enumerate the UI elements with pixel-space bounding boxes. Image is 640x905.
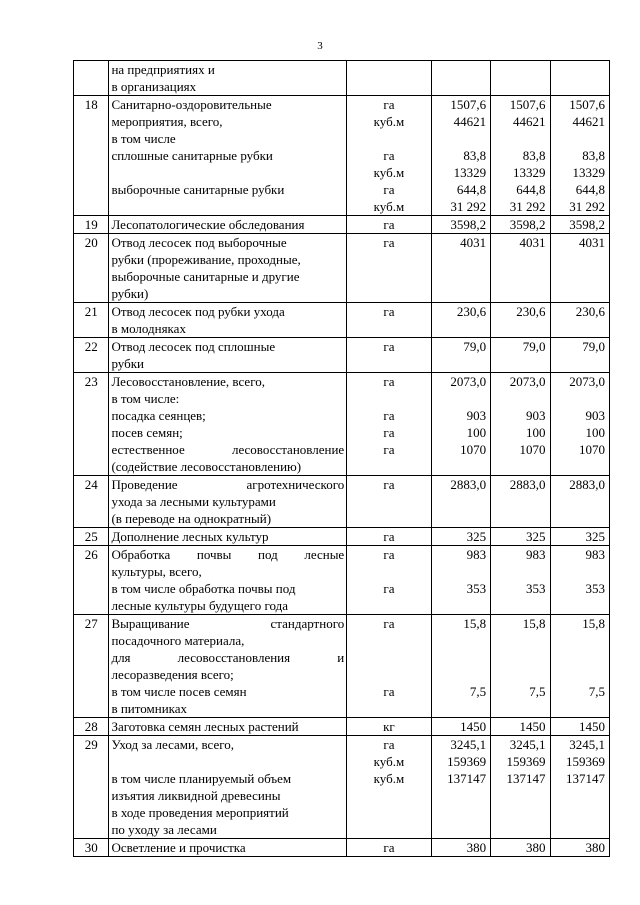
row-number: 25 — [74, 528, 109, 546]
row-number: 23 — [74, 373, 109, 476]
plan-value: 3245,1 — [509, 737, 546, 752]
activity-name — [109, 234, 347, 303]
activity-name-line: естественное лесовосстановление — [111, 442, 345, 457]
activity-name — [109, 546, 347, 615]
activity-name-line — [111, 198, 344, 215]
unit-cell — [347, 303, 431, 338]
value-year-2 — [491, 736, 550, 839]
plan-value: 31 292 — [509, 199, 546, 214]
value-year-2 — [491, 476, 550, 528]
plan-value: 44621 — [513, 114, 546, 129]
value-year-2 — [491, 216, 550, 234]
plan-value: 79,0 — [582, 339, 605, 354]
activity-name — [109, 216, 347, 234]
activity-name — [109, 61, 347, 96]
unit-value: га — [383, 442, 395, 457]
row-number: 28 — [74, 718, 109, 736]
plan-value: 7,5 — [588, 684, 605, 699]
plan-value: 3598,2 — [450, 217, 487, 232]
activity-name-line: Проведение агротехнического — [111, 477, 345, 492]
activity-name-line: для лесовосстановления и — [111, 650, 345, 665]
unit-value: га — [383, 477, 395, 492]
page-number: 3 — [317, 40, 323, 52]
table-row — [74, 303, 610, 338]
plan-value: 4031 — [460, 235, 487, 250]
value-year-1 — [431, 338, 490, 373]
row-number: 19 — [74, 216, 109, 234]
unit-cell — [347, 615, 431, 718]
value-year-1 — [431, 839, 490, 857]
unit-value: кг — [383, 719, 395, 734]
activity-name-line: культуры, всего, — [111, 564, 202, 579]
plan-value: 644,8 — [516, 182, 546, 197]
plan-value: 3245,1 — [569, 737, 605, 752]
unit-cell — [347, 476, 431, 528]
activity-name-line: в питомниках — [111, 701, 188, 716]
plan-value — [493, 666, 545, 683]
unit-value — [349, 390, 428, 407]
activity-name-line: мероприятия, всего, — [111, 114, 223, 129]
plan-value: 159369 — [447, 754, 487, 769]
plan-value: 4031 — [579, 235, 605, 250]
unit-value: куб.м — [373, 114, 405, 129]
row-number: 18 — [74, 96, 109, 216]
forestry-plan-table — [73, 60, 610, 857]
unit-value: га — [383, 529, 395, 544]
value-year-1 — [431, 718, 490, 736]
plan-value: 100 — [585, 425, 605, 440]
activity-name-line: по уходу за лесами — [111, 822, 217, 837]
plan-value: 353 — [585, 581, 605, 596]
plan-value: 2073,0 — [509, 374, 546, 389]
table-row — [74, 373, 610, 476]
activity-name-line: Обработка почвы под лесные — [111, 547, 345, 562]
value-year-3 — [550, 839, 609, 857]
plan-value: 100 — [526, 425, 546, 440]
row-number: 24 — [74, 476, 109, 528]
unit-value: куб.м — [373, 771, 405, 786]
activity-name-line: Выращивание стандартного — [111, 616, 345, 631]
row-number: 29 — [74, 736, 109, 839]
plan-value: 31 292 — [569, 199, 605, 214]
table-row — [74, 528, 610, 546]
plan-value — [553, 563, 605, 580]
unit-value: га — [383, 304, 395, 319]
plan-value: 7,5 — [469, 684, 487, 699]
plan-value — [553, 130, 605, 147]
unit-value: га — [383, 374, 395, 389]
value-year-2 — [491, 61, 550, 96]
activity-name — [109, 373, 347, 476]
value-year-1 — [431, 303, 490, 338]
plan-value: 1450 — [519, 719, 546, 734]
plan-value: 2883,0 — [450, 477, 487, 492]
plan-value: 1070 — [460, 442, 487, 457]
activity-name-line: Уход за лесами, всего, — [111, 737, 234, 752]
plan-value: 380 — [466, 840, 487, 855]
activity-name-line: Отвод лесосек под выборочные — [111, 235, 287, 250]
plan-value: 79,0 — [463, 339, 487, 354]
plan-value: 137147 — [447, 771, 487, 786]
plan-value — [553, 649, 605, 666]
plan-value: 325 — [526, 529, 546, 544]
activity-name-line: выборочные санитарные рубки — [111, 182, 285, 197]
table-row — [74, 61, 610, 96]
value-year-3 — [550, 303, 609, 338]
plan-value — [434, 390, 486, 407]
plan-value: 1507,6 — [450, 97, 487, 112]
unit-value — [349, 666, 428, 683]
activity-name-line: Заготовка семян лесных растений — [111, 719, 299, 734]
value-year-1 — [431, 546, 490, 615]
plan-value: 83,8 — [522, 148, 546, 163]
unit-value — [349, 632, 428, 649]
plan-value: 1070 — [519, 442, 546, 457]
unit-value — [349, 130, 428, 147]
table-row — [74, 546, 610, 615]
plan-value: 79,0 — [522, 339, 546, 354]
unit-cell — [347, 216, 431, 234]
unit-cell — [347, 61, 431, 96]
activity-name — [109, 476, 347, 528]
plan-value: 380 — [585, 840, 605, 855]
unit-value: куб.м — [373, 754, 405, 769]
value-year-3 — [550, 234, 609, 303]
plan-value: 983 — [585, 547, 605, 562]
value-year-3 — [550, 476, 609, 528]
plan-value: 353 — [526, 581, 546, 596]
activity-name-line: в том числе планируемый объем — [111, 771, 292, 786]
plan-value: 13329 — [453, 165, 487, 180]
activity-name-line: в том числе обработка почвы под — [111, 581, 296, 596]
activity-name-line: лесные культуры будущего года — [111, 598, 288, 613]
table-row — [74, 839, 610, 857]
plan-value — [434, 666, 486, 683]
activity-name-line: Лесопатологические обследования — [111, 217, 305, 232]
plan-value: 380 — [526, 840, 546, 855]
activity-name-line: Лесовосстановление, всего, — [111, 374, 265, 389]
activity-name-line: рубки — [111, 356, 144, 371]
plan-value: 100 — [466, 425, 487, 440]
plan-value: 3598,2 — [509, 217, 546, 232]
plan-value: 44621 — [572, 114, 605, 129]
row-number: 21 — [74, 303, 109, 338]
unit-value: га — [383, 840, 395, 855]
unit-value: га — [383, 217, 395, 232]
value-year-3 — [550, 546, 609, 615]
plan-value — [493, 632, 545, 649]
plan-value: 644,8 — [456, 182, 487, 197]
value-year-3 — [550, 373, 609, 476]
row-number: 22 — [74, 338, 109, 373]
plan-value — [434, 563, 486, 580]
activity-name-line: в организациях — [111, 79, 197, 94]
plan-value: 903 — [466, 408, 487, 423]
table-row — [74, 338, 610, 373]
activity-name-line: изъятия ликвидной древесины — [111, 788, 281, 803]
plan-value — [493, 563, 545, 580]
plan-value: 2883,0 — [509, 477, 546, 492]
unit-value: га — [383, 148, 395, 163]
plan-value — [553, 666, 605, 683]
activity-name — [109, 96, 347, 216]
plan-value: 3598,2 — [569, 217, 605, 232]
plan-value: 15,8 — [463, 616, 487, 631]
unit-value: га — [383, 547, 395, 562]
unit-value — [349, 649, 428, 666]
plan-value: 903 — [526, 408, 546, 423]
value-year-2 — [491, 303, 550, 338]
plan-value: 15,8 — [582, 616, 605, 631]
value-year-1 — [431, 476, 490, 528]
value-year-1 — [431, 528, 490, 546]
activity-name — [109, 528, 347, 546]
plan-value: 1507,6 — [509, 97, 546, 112]
unit-value: га — [383, 425, 395, 440]
plan-value: 230,6 — [575, 304, 605, 319]
plan-value: 4031 — [519, 235, 546, 250]
value-year-3 — [550, 216, 609, 234]
unit-value: га — [383, 182, 395, 197]
activity-name — [109, 736, 347, 839]
unit-cell — [347, 718, 431, 736]
plan-value: 137147 — [566, 771, 605, 786]
table-row — [74, 234, 610, 303]
activity-name — [109, 839, 347, 857]
unit-cell — [347, 546, 431, 615]
unit-cell — [347, 373, 431, 476]
value-year-1 — [431, 96, 490, 216]
plan-value: 1070 — [579, 442, 605, 457]
plan-value: 159369 — [566, 754, 605, 769]
table-row — [74, 736, 610, 839]
activity-name-line: в ходе проведения мероприятий — [111, 805, 289, 820]
value-year-1 — [431, 373, 490, 476]
unit-value — [349, 563, 428, 580]
activity-name — [109, 338, 347, 373]
plan-value: 15,8 — [522, 616, 546, 631]
row-number — [74, 61, 109, 96]
row-number: 27 — [74, 615, 109, 718]
table-row — [74, 216, 610, 234]
activity-name-line: (в переводе на однократный) — [111, 511, 272, 526]
plan-value: 1450 — [460, 719, 487, 734]
value-year-1 — [431, 234, 490, 303]
table-row — [74, 615, 610, 718]
value-year-2 — [491, 546, 550, 615]
value-year-3 — [550, 96, 609, 216]
plan-value — [434, 649, 486, 666]
value-year-2 — [491, 373, 550, 476]
activity-name-line — [111, 753, 344, 770]
unit-cell — [347, 96, 431, 216]
unit-value: га — [383, 408, 395, 423]
unit-cell — [347, 234, 431, 303]
unit-value: куб.м — [373, 165, 405, 180]
row-number: 20 — [74, 234, 109, 303]
activity-name-line: посев семян; — [111, 425, 183, 440]
activity-name-line: (содействие лесовосстановлению) — [111, 459, 302, 474]
value-year-1 — [431, 736, 490, 839]
plan-value: 159369 — [506, 754, 546, 769]
plan-value: 137147 — [506, 771, 546, 786]
unit-value: га — [383, 737, 395, 752]
value-year-2 — [491, 528, 550, 546]
plan-value: 903 — [585, 408, 605, 423]
activity-name-line: Отвод лесосек под рубки ухода — [111, 304, 285, 319]
plan-value: 13329 — [572, 165, 605, 180]
plan-value: 2883,0 — [569, 477, 605, 492]
value-year-3 — [550, 528, 609, 546]
plan-value: 325 — [585, 529, 605, 544]
plan-value: 7,5 — [529, 684, 546, 699]
value-year-2 — [491, 338, 550, 373]
plan-value: 983 — [526, 547, 546, 562]
unit-value: куб.м — [373, 199, 405, 214]
table-row — [74, 476, 610, 528]
value-year-2 — [491, 718, 550, 736]
plan-value: 83,8 — [463, 148, 487, 163]
plan-value: 1507,6 — [569, 97, 605, 112]
unit-value: га — [383, 235, 395, 250]
plan-value — [434, 632, 486, 649]
activity-name-line: ухода за лесными культурами — [111, 494, 276, 509]
row-number: 30 — [74, 839, 109, 857]
value-year-1 — [431, 216, 490, 234]
unit-cell — [347, 338, 431, 373]
activity-name-line: посадка сеянцев; — [111, 408, 206, 423]
activity-name-line: рубки (прореживание, проходные, — [111, 252, 301, 267]
value-year-2 — [491, 96, 550, 216]
plan-value — [434, 130, 486, 147]
plan-value: 2073,0 — [450, 374, 487, 389]
plan-value: 3245,1 — [450, 737, 487, 752]
unit-cell — [347, 839, 431, 857]
activity-name-line: рубки) — [111, 286, 149, 301]
value-year-2 — [491, 615, 550, 718]
plan-value — [493, 390, 545, 407]
plan-value: 1450 — [579, 719, 605, 734]
table-body — [74, 61, 610, 857]
activity-name-line: на предприятиях и — [111, 62, 215, 77]
plan-value: 13329 — [513, 165, 546, 180]
plan-value — [553, 390, 605, 407]
value-year-2 — [491, 839, 550, 857]
activity-name-line: Отвод лесосек под сплошные — [111, 339, 276, 354]
activity-name-line: сплошные санитарные рубки — [111, 148, 273, 163]
activity-name — [109, 718, 347, 736]
unit-value: га — [383, 616, 395, 631]
activity-name-line: в том числе — [111, 131, 176, 146]
plan-value — [493, 649, 545, 666]
plan-value: 83,8 — [582, 148, 605, 163]
table-row — [74, 96, 610, 216]
value-year-1 — [431, 615, 490, 718]
activity-name-line: в молодняках — [111, 321, 186, 336]
unit-value: га — [383, 339, 395, 354]
plan-value: 644,8 — [575, 182, 605, 197]
value-year-2 — [491, 234, 550, 303]
value-year-3 — [550, 61, 609, 96]
plan-value — [493, 130, 545, 147]
unit-value: га — [383, 684, 395, 699]
value-year-3 — [550, 615, 609, 718]
activity-name-line: Дополнение лесных культур — [111, 529, 269, 544]
plan-value: 230,6 — [456, 304, 487, 319]
unit-cell — [347, 736, 431, 839]
activity-name-line: посадочного материала, — [111, 633, 245, 648]
activity-name-line: лесоразведения всего; — [111, 667, 234, 682]
activity-name-line: Осветление и прочистка — [111, 840, 246, 855]
unit-value: га — [383, 581, 395, 596]
plan-value: 325 — [466, 529, 487, 544]
activity-name-line: выборочные санитарные и другие — [111, 269, 300, 284]
activity-name — [109, 303, 347, 338]
unit-cell — [347, 528, 431, 546]
value-year-1 — [431, 61, 490, 96]
activity-name-line: в том числе: — [111, 391, 180, 406]
value-year-3 — [550, 736, 609, 839]
table-row — [74, 718, 610, 736]
activity-name — [109, 615, 347, 718]
plan-value: 983 — [466, 547, 487, 562]
plan-value: 31 292 — [450, 199, 487, 214]
plan-value: 44621 — [453, 114, 487, 129]
activity-name-line: в том числе посев семян — [111, 684, 247, 699]
plan-value: 2073,0 — [569, 374, 605, 389]
activity-name-line — [111, 164, 344, 181]
activity-name-line: Санитарно-оздоровительные — [111, 97, 272, 112]
unit-value: га — [383, 97, 395, 112]
value-year-3 — [550, 718, 609, 736]
plan-value: 230,6 — [516, 304, 546, 319]
row-number: 26 — [74, 546, 109, 615]
plan-value: 353 — [466, 581, 487, 596]
value-year-3 — [550, 338, 609, 373]
plan-value — [553, 632, 605, 649]
